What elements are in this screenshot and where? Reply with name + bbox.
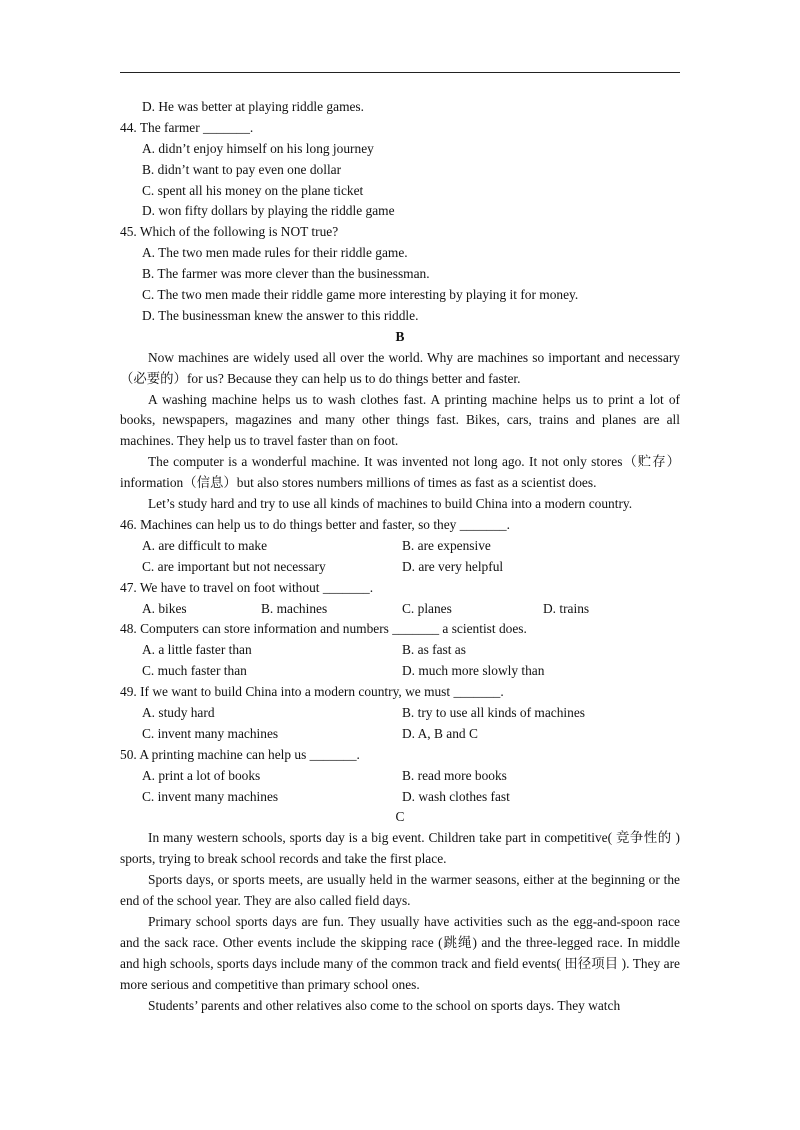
- q47-option-c: C. planes: [402, 600, 452, 616]
- q44-option-c: C. spent all his money on the plane ticket: [142, 182, 364, 198]
- q49-option-a: A. study hard: [142, 704, 215, 720]
- q50-stem: 50. A printing machine can help us _______.: [120, 746, 360, 762]
- q44-option-b: B. didn’t want to pay even one dollar: [142, 161, 342, 177]
- q50-option-c: C. invent many machines: [142, 788, 279, 804]
- section-c-paragraph-2: Sports days, or sports meets, are usually held in the warmer seasons, either at the beginning or the end of the school year. They are also called field days.: [120, 872, 680, 909]
- q45-option-d: D. The businessman knew the answer to this riddle.: [142, 307, 419, 323]
- section-b-paragraph-4: Let’s study hard and try to use all kinds of machines to build China into a modern country.: [148, 496, 633, 512]
- section-c-paragraph-3: Primary school sports days are fun. They usually have activities such as the egg-and-spoon race and the sack race. Other events include the skipping race (跳绳) and the three-legged race. In middle and high schools, sports days include many of the common track and field events( 田径项目 ). They are more serious and competitive than primary school ones.: [120, 913, 680, 992]
- q43-option-d: D. He was better at playing riddle games.: [142, 99, 364, 114]
- q45-stem: 45. Which of the following is NOT true?: [120, 224, 339, 240]
- q45-option-c: C. The two men made their riddle game more interesting by playing it for money.: [142, 287, 579, 303]
- document-page: [120, 97, 680, 1016]
- q50-option-d: D. wash clothes fast: [402, 788, 510, 804]
- q48-stem: 48. Computers can store information and numbers _______ a scientist does.: [120, 621, 527, 637]
- q47-stem: 47. We have to travel on foot without _______.: [120, 579, 374, 595]
- q48-option-b: B. as fast as: [402, 642, 466, 658]
- section-b-heading: B: [395, 328, 405, 344]
- q50-options-row-2: [120, 787, 680, 808]
- q45-option-a: A. The two men made rules for their riddle game.: [142, 245, 408, 261]
- q48-option-a: A. a little faster than: [142, 642, 252, 658]
- q49-stem: 49. If we want to build China into a modern country, we must _______.: [120, 684, 504, 700]
- q49-options-row-2: [120, 724, 680, 745]
- section-c-paragraph-4: Students’ parents and other relatives also come to the school on sports days. They watch: [148, 997, 621, 1013]
- q46-option-b: B. are expensive: [402, 537, 491, 553]
- q50-options-row-1: [120, 766, 680, 787]
- q48-option-c: C. much faster than: [142, 663, 247, 679]
- q47-option-d: D. trains: [543, 600, 590, 616]
- q49-option-d: D. A, B and C: [402, 725, 478, 741]
- q49-option-c: C. invent many machines: [142, 725, 279, 741]
- q44-stem: 44. The farmer _______.: [120, 119, 254, 135]
- header-rule: [120, 72, 680, 73]
- q48-options-row-2: [120, 661, 680, 682]
- q46-stem: 46. Machines can help us to do things better and faster, so they _______.: [120, 516, 510, 532]
- q47-option-b: B. machines: [261, 600, 328, 616]
- q46-option-c: C. are important but not necessary: [142, 558, 326, 574]
- q50-option-b: B. read more books: [402, 767, 507, 783]
- section-c-heading: C: [395, 809, 405, 825]
- q49-options-row-1: [120, 703, 680, 724]
- q45-option-b: B. The farmer was more clever than the businessman.: [142, 266, 430, 282]
- q44-option-a: A. didn’t enjoy himself on his long journey: [142, 140, 374, 156]
- section-b-paragraph-2: A washing machine helps us to wash clothes fast. A printing machine helps us to print a lot of books, newspapers, magazines and many other things fast. Bikes, cars, trains and planes are all machines. They help us to travel faster than on foot.: [120, 391, 680, 449]
- q48-options-row-1: [120, 640, 680, 661]
- q46-option-d: D. are very helpful: [402, 558, 504, 574]
- q47-option-a: A. bikes: [142, 600, 187, 616]
- q46-options-row-1: [120, 536, 680, 557]
- q48-option-d: D. much more slowly than: [402, 663, 545, 679]
- q50-option-a: A. print a lot of books: [142, 767, 261, 783]
- q44-option-d: D. won fifty dollars by playing the riddle game: [142, 203, 395, 219]
- section-c-paragraph-1: In many western schools, sports day is a big event. Children take part in competitive( 竞争性的 ) sports, trying to break school records and take the first place.: [120, 830, 680, 867]
- section-b-paragraph-1: Now machines are widely used all over the world. Why are machines so important and necessary（必要的）for us? Because they can help us to do things better and faster.: [120, 349, 680, 386]
- q49-option-b: B. try to use all kinds of machines: [402, 704, 585, 720]
- q46-options-row-2: [120, 557, 680, 578]
- section-b-paragraph-3: The computer is a wonderful machine. It was invented not long ago. It not only stores（贮存） information（信息）but also stores numbers millions of times as fast as a scientist does.: [120, 454, 680, 491]
- q47-options-row: [120, 599, 680, 620]
- q46-option-a: A. are difficult to make: [142, 537, 268, 553]
